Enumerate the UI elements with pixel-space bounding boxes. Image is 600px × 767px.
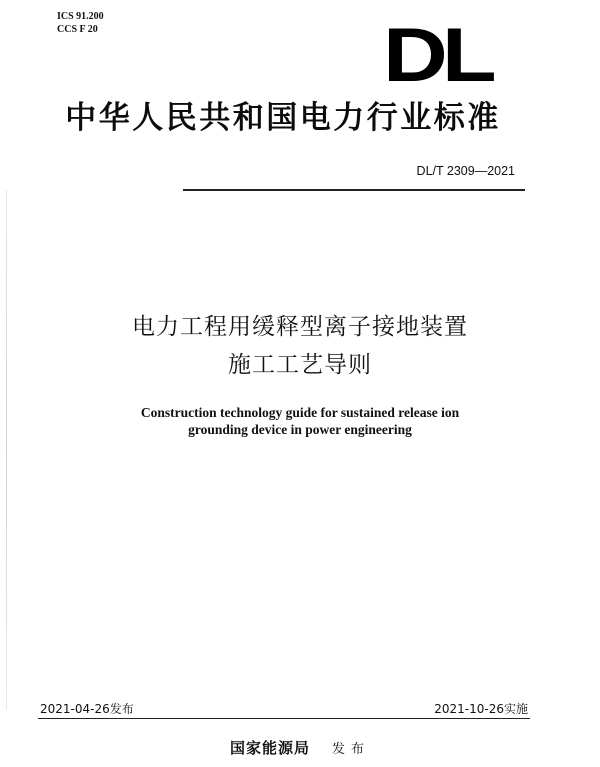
ics-code: ICS 91.200 xyxy=(57,11,104,22)
publisher-name: 国家能源局 xyxy=(229,739,310,757)
english-title-line-2: grounding device in power engineering xyxy=(188,422,412,437)
scan-edge-line xyxy=(6,190,7,710)
classification-codes xyxy=(57,10,104,36)
ccs-code: CCS F 20 xyxy=(57,24,98,35)
footer-divider xyxy=(38,718,530,719)
industry-standard-title: 中华人民共和国电力行业标准 xyxy=(65,100,501,136)
standard-number: DL/T 2309—2021 xyxy=(416,164,515,178)
chinese-title-line-2: 施工工艺导则 xyxy=(228,352,372,378)
english-title xyxy=(0,404,600,438)
publish-action: 发布 xyxy=(332,742,371,757)
implementation-date: 2021-10-26实施 xyxy=(434,702,528,716)
publisher-line xyxy=(0,737,600,758)
issue-date: 2021-04-26发布 xyxy=(40,702,134,716)
english-title-line-1: Construction technology guide for sustained release ion xyxy=(140,405,460,420)
chinese-title-line-1: 电力工程用缓释型离子接地装置 xyxy=(132,314,468,340)
header-divider xyxy=(183,189,525,191)
dl-logo: DL xyxy=(383,13,491,98)
